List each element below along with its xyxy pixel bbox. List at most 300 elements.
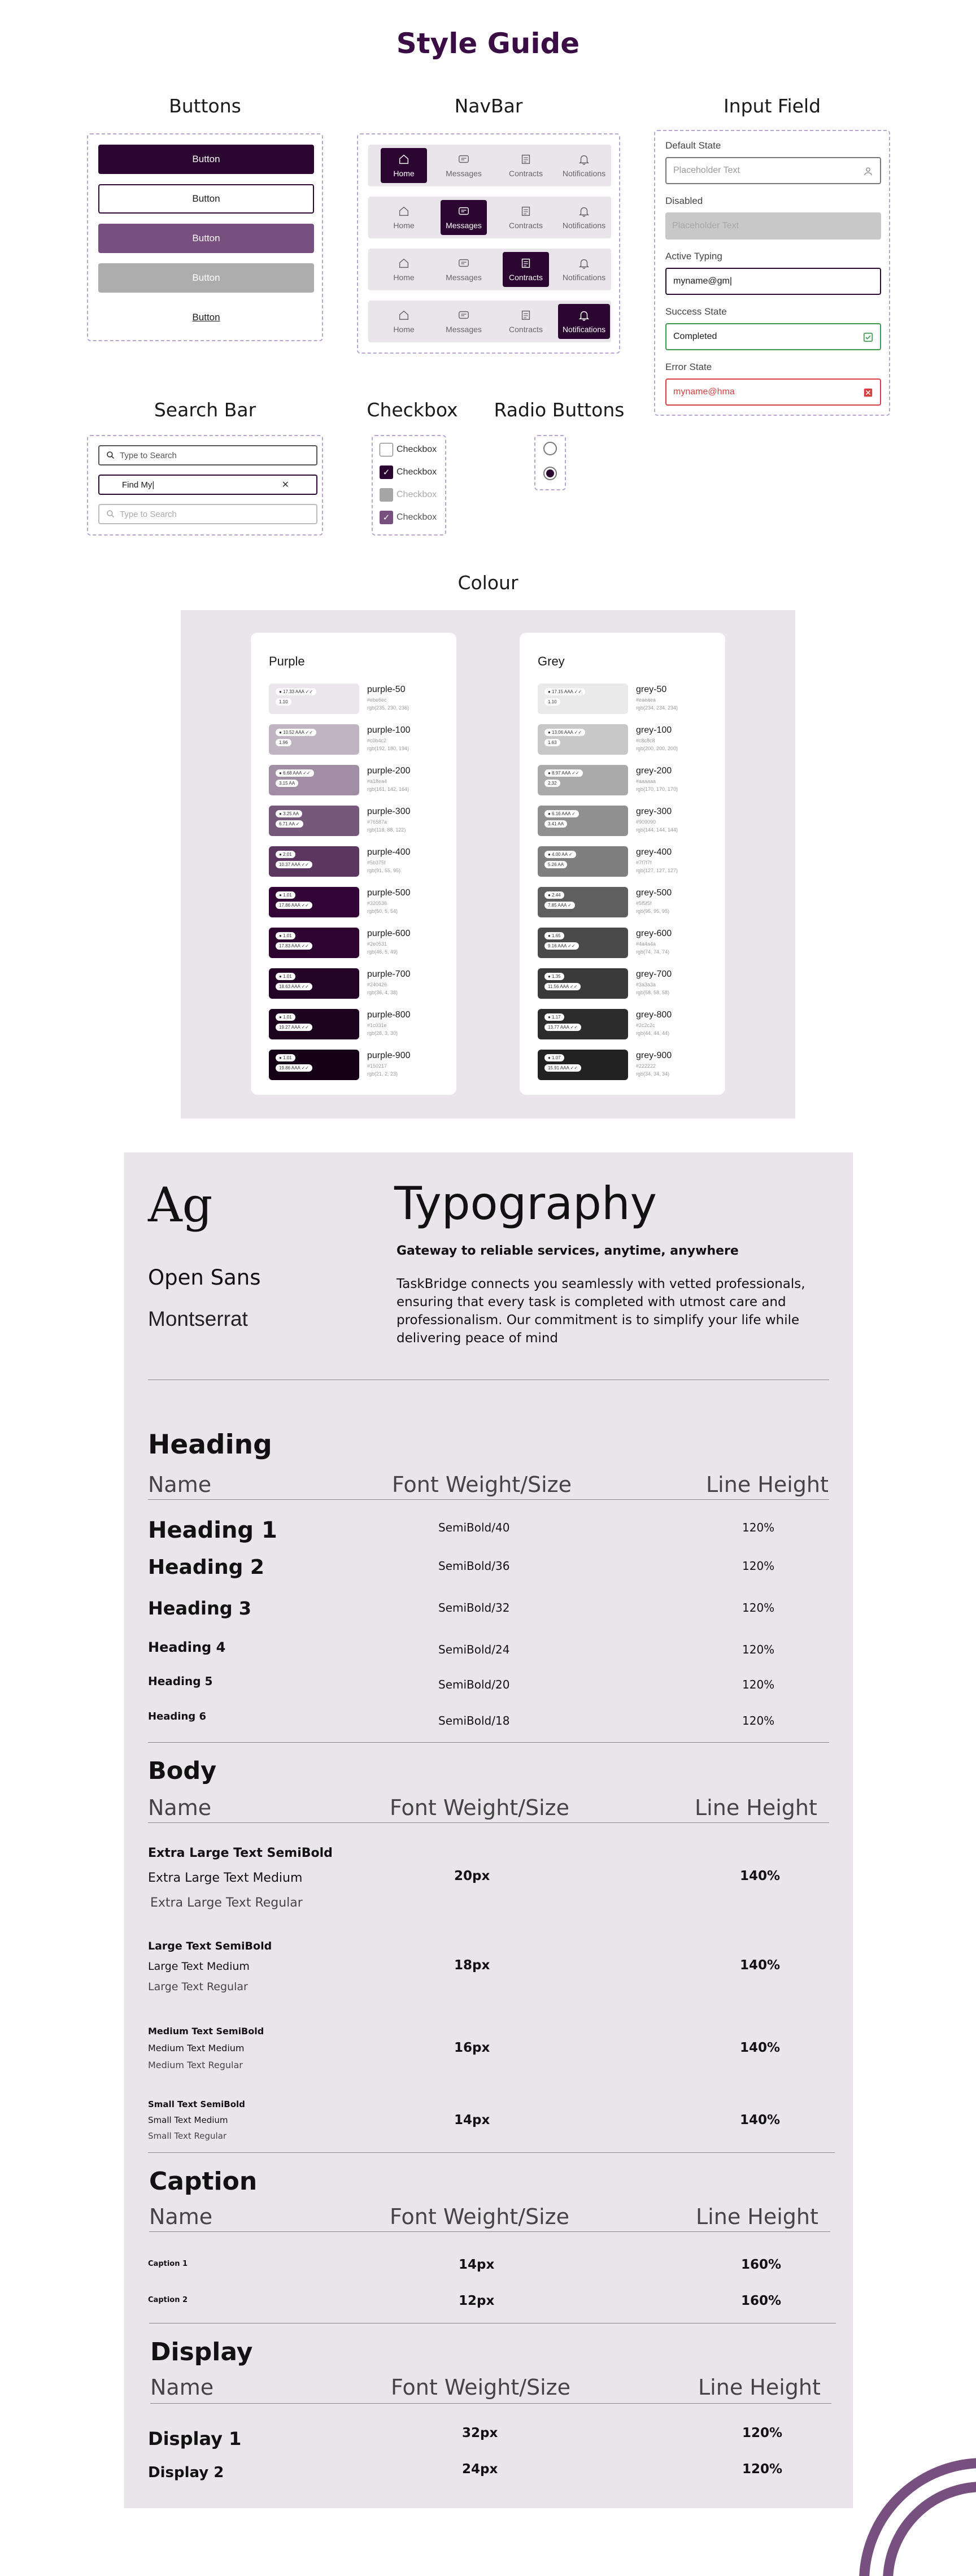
checkbox-box [380,488,393,502]
swatch-name: purple-500 [367,888,411,898]
swatch-name: grey-200 [636,766,672,776]
body-style-name: Large Text Medium [148,1960,250,1973]
contrast-badge: 19.86 AAA ✓✓ [276,1064,312,1072]
purple-card-title: Purple [269,654,305,668]
nav-item-notifications[interactable] [558,200,610,235]
contrast-badge: ● 2.44 [544,891,564,899]
nav-item-messages[interactable] [441,304,487,339]
check-icon [863,332,873,342]
swatch-hex: #7f7f7f [636,860,652,865]
contrast-badge: 1.10 [544,698,560,706]
swatch-rgb: rgb(74, 74, 74) [636,949,670,955]
purple-swatch [269,684,359,714]
error-state-label: Error State [665,362,712,372]
swatch-rgb: rgb(118, 88, 122) [367,827,406,833]
swatch-name: purple-200 [367,766,411,776]
nav-item-label: Messages [446,325,482,334]
contrast-badge: ● 2.01 [276,851,295,858]
checkbox-box[interactable] [380,443,393,456]
nav-item-home[interactable] [381,200,427,235]
contrast-badge: 17.83 AAA ✓✓ [276,942,312,950]
success-state-label: Success State [665,306,727,317]
nav-item-label: Messages [446,169,482,178]
radio-selected[interactable] [543,467,557,480]
contrast-badge: ● 6.16 AAA ✓ [544,810,579,817]
search-placeholder-3: Type to Search [120,509,177,519]
typing-input[interactable] [665,268,881,295]
heading-row-weight: SemiBold/40 [438,1521,510,1534]
contrast-badge: 7.85 AAA ✓ [544,902,575,909]
checkbox-panel [372,435,446,536]
navbar-row [368,249,611,290]
swatch-rgb: rgb(34, 34, 34) [636,1071,670,1077]
grey-swatch [538,968,628,999]
body-style-size: 16px [454,2040,490,2055]
heading-row-lh: 120% [742,1559,775,1573]
heading-row-name: Heading 3 [148,1598,252,1619]
checkbox-label: Checkbox [396,445,437,454]
body-style-size: 18px [454,1958,490,1973]
contrast-badge: ● 1.65 [544,932,564,939]
swatch-name: grey-700 [636,969,672,979]
typography-body-line-1: TaskBridge connects you seamlessly with vetted professionals, [396,1277,805,1291]
typography-panel [124,1152,853,2508]
success-input[interactable] [665,323,881,350]
home-icon [398,257,410,269]
contrast-badge: 1.10 [276,698,291,706]
contrast-badge: ● 1.35 [544,973,564,980]
heading-row-lh: 120% [742,1643,775,1656]
contract-icon [520,257,532,269]
body-style-name: Extra Large Text SemiBold [148,1846,333,1860]
heading-row-weight: SemiBold/18 [438,1714,510,1728]
nav-item-home[interactable] [381,148,427,183]
nav-item-messages[interactable] [441,252,487,287]
contrast-badge: 2.32 [544,780,560,787]
nav-item-label: Notifications [562,325,606,334]
text-link-button[interactable]: Button [192,312,220,323]
purple-swatch [269,846,359,877]
nav-item-label: Contracts [509,221,543,230]
contrast-badge: ● 1.01 [276,1054,295,1061]
search-placeholder-1: Type to Search [120,450,177,460]
checkbox-box[interactable]: ✓ [380,465,393,479]
swatch-hex: #2e0531 [367,941,387,947]
user-icon [863,166,873,176]
swatch-rgb: rgb(144, 144, 144) [636,827,678,833]
search-panel [87,435,323,536]
input-panel [654,130,890,416]
radio-panel [534,435,566,490]
contrast-badge: 15.91 AAA ✓✓ [544,1064,581,1072]
disabled-label: Disabled [665,195,703,206]
swatch-hex: #150217 [367,1063,387,1069]
caption-row-lh: 160% [741,2294,782,2308]
display-row-lh: 120% [742,2426,783,2440]
colour-section-title: Colour [457,572,518,594]
body-style-name: Medium Text Regular [148,2060,243,2070]
nav-item-contracts[interactable] [503,200,549,235]
radio-section-title: Radio Buttons [494,399,625,421]
heading-row-weight: SemiBold/24 [438,1643,510,1656]
nav-item-notifications[interactable] [558,304,610,339]
nav-item-label: Notifications [562,169,606,178]
nav-item-label: Contracts [509,325,543,334]
swatch-hex: #eaeaea [636,697,656,703]
body-style-size: 14px [454,2113,490,2127]
heading-row-lh: 120% [742,1714,775,1728]
purple-swatch [269,887,359,917]
grey-swatch [538,806,628,836]
body-style-lh: 140% [740,2113,781,2127]
grey-swatch [538,765,628,795]
contrast-badge: 17.86 AAA ✓✓ [276,902,312,909]
swatch-name: grey-400 [636,847,672,857]
heading-col-lh: Line Height [706,1472,829,1497]
bell-icon [578,205,590,217]
display-row-name: Display 2 [148,2464,224,2481]
contrast-badge: ● 3.25 AA [276,810,302,817]
purple-swatch [269,928,359,958]
nav-item-notifications[interactable] [558,148,610,183]
grey-card-title: Grey [538,654,565,668]
swatch-name: purple-400 [367,847,411,857]
body-col-name: Name [148,1795,212,1820]
divider [149,2231,830,2232]
checkbox-section-title: Checkbox [367,399,458,421]
swatch-hex: #5b375f [367,860,386,865]
divider [148,2152,835,2153]
body-style-name: Large Text SemiBold [148,1940,272,1952]
contrast-badge: 19.27 AAA ✓✓ [276,1024,312,1031]
heading-row-name: Heading 1 [148,1517,277,1543]
swatch-rgb: rgb(28, 3, 30) [367,1030,398,1036]
divider [150,2403,831,2404]
home-icon [398,309,410,321]
typing-input-value: myname@gm| [673,276,732,286]
swatch-rgb: rgb(161, 142, 164) [367,786,409,792]
swatch-hex: #240426 [367,982,387,987]
display-row-name: Display 1 [148,2428,242,2449]
nav-item-contracts[interactable] [503,304,549,339]
swatch-rgb: rgb(58, 58, 58) [636,990,670,995]
contrast-badge: 3.41 AA [544,820,567,828]
default-input[interactable] [665,157,881,184]
swatch-rgb: rgb(36, 4, 38) [367,990,398,995]
body-style-size: 20px [454,1869,490,1883]
caption-row-size: 12px [459,2294,495,2308]
home-icon [398,205,410,217]
grey-swatch [538,724,628,755]
message-icon [457,257,470,269]
contrast-badge: 5.26 AA [544,861,567,868]
font-montserrat: Montserrat [148,1307,248,1330]
swatch-name: purple-600 [367,929,411,938]
heading-row-name: Heading 4 [148,1639,226,1655]
grey-swatch [538,1050,628,1080]
swatch-hex: #c0b4c2 [367,738,387,743]
contrast-badge: 10.37 AAA ✓✓ [276,861,312,868]
swatch-rgb: rgb(170, 170, 170) [636,786,678,792]
checkbox-box[interactable]: ✓ [380,511,393,524]
clear-icon[interactable]: ✕ [281,480,289,490]
purple-swatch [269,724,359,755]
purple-swatch [269,765,359,795]
display-section-title: Display [150,2338,253,2366]
contrast-badge: ● 1.17 [544,1013,564,1021]
navbar-row [368,197,611,238]
caption-row-name: Caption 1 [148,2260,188,2268]
swatch-rgb: rgb(46, 5, 49) [367,949,398,955]
display-row-size: 24px [462,2462,498,2477]
body-style-name: Medium Text SemiBold [148,2026,264,2037]
contrast-badge: 6.71 AA ✓ [276,820,303,828]
nav-item-contracts[interactable] [503,148,549,183]
swatch-hex: #c8c8c8 [636,738,655,743]
swatch-hex: #2c2c2c [636,1022,655,1028]
hover-button[interactable]: Button [98,224,314,253]
swatch-name: grey-50 [636,685,667,694]
swatch-name: grey-800 [636,1010,672,1020]
nav-item-notifications[interactable] [558,252,610,287]
disabled-button: Button [98,263,314,293]
message-icon [457,153,470,166]
heading-section-title: Heading [148,1429,272,1460]
swatch-hex: #3a3a3a [636,982,656,987]
grey-swatch [538,684,628,714]
display-col-lh: Line Height [698,2375,821,2400]
swatch-hex: #320536 [367,900,387,906]
body-style-lh: 140% [740,1958,781,1973]
contrast-badge: 18.63 AAA ✓✓ [276,983,312,990]
swatch-name: grey-100 [636,725,672,735]
swatch-hex: #4a4a4a [636,941,656,947]
heading-row-name: Heading 5 [148,1674,213,1688]
heading-row-lh: 120% [742,1678,775,1691]
typography-body-line-3: professionalism. Our commitment is to simplify your life while [396,1313,800,1328]
error-icon [863,388,873,398]
display-row-lh: 120% [742,2462,783,2477]
disabled-input-placeholder: Placeholder Text [672,221,739,230]
purple-swatch [269,1050,359,1080]
swatch-name: grey-500 [636,888,672,898]
swatch-rgb: rgb(21, 2, 23) [367,1071,398,1077]
swatch-name: purple-800 [367,1010,411,1020]
input-section-title: Input Field [723,95,821,117]
checkbox-hover[interactable] [380,510,437,525]
typography-body-line-4: delivering peace of mind [396,1331,559,1346]
purple-swatch [269,968,359,999]
disabled-input [665,212,881,240]
font-open-sans: Open Sans [148,1265,261,1290]
checkbox-checked[interactable] [380,464,437,480]
swatch-name: grey-900 [636,1051,672,1060]
display-row-size: 32px [462,2426,498,2440]
navbar-row [368,301,611,342]
success-input-value: Completed [673,332,717,341]
home-icon [398,153,410,166]
message-icon [457,309,470,321]
swatch-name: grey-300 [636,807,672,816]
contrast-badge: ● 13.06 AAA ✓✓ [544,729,585,736]
grey-card [520,633,725,1095]
contrast-badge: ● 1.01 [276,891,295,899]
contract-icon [520,205,532,217]
contrast-badge: ● 1.01 [276,973,295,980]
radio-dot [546,469,554,477]
search-input-active[interactable] [98,475,317,495]
primary-button[interactable]: Button [98,145,314,174]
heading-row-weight: SemiBold/36 [438,1559,510,1573]
contrast-badge: ● 10.52 AAA ✓✓ [276,729,316,736]
swatch-name: purple-900 [367,1051,411,1060]
checkbox-unchecked[interactable] [380,442,437,458]
search-input-default[interactable] [98,445,317,465]
contrast-badge: ● 17.15 AAA ✓✓ [544,688,585,695]
contrast-badge: 13.77 AAA ✓✓ [544,1024,581,1031]
swatch-name: purple-700 [367,969,411,979]
search-section-title: Search Bar [154,399,256,421]
nav-item-home[interactable] [381,304,427,339]
contrast-badge: 11.56 AAA ✓✓ [544,983,581,990]
nav-item-label: Home [393,273,415,282]
purple-swatch [269,806,359,836]
grey-swatch [538,887,628,917]
search-icon [106,510,115,519]
heading-col-weight: Font Weight/Size [392,1472,572,1497]
body-style-name: Extra Large Text Medium [148,1871,303,1885]
nav-item-label: Notifications [562,273,606,282]
body-style-name: Small Text Medium [148,2115,228,2125]
swatch-rgb: rgb(234, 234, 234) [636,705,678,711]
search-value: Find My| [122,480,155,490]
display-col-weight: Font Weight/Size [391,2375,571,2400]
navbar-panel [357,133,620,354]
caption-row-name: Caption 2 [148,2296,188,2304]
swatch-hex: #aaaaaa [636,778,656,784]
swatch-rgb: rgb(91, 55, 95) [367,868,401,873]
contrast-badge: ● 4.00 AA ✓ [544,851,576,858]
default-input-placeholder: Placeholder Text [673,166,740,175]
swatch-rgb: rgb(44, 44, 44) [636,1030,670,1036]
swatch-name: grey-600 [636,929,672,938]
heading-row-lh: 120% [742,1601,775,1615]
caption-col-name: Name [149,2204,213,2229]
search-icon [106,451,115,460]
swatch-hex: #1c031e [367,1022,387,1028]
typography-body-line-2: ensuring that every task is completed with utmost care and [396,1295,786,1309]
swatch-name: purple-50 [367,685,406,694]
swatch-rgb: rgb(235, 230, 236) [367,705,409,711]
nav-item-contracts[interactable] [503,252,549,287]
radio-unselected[interactable] [543,442,557,455]
divider [148,1499,829,1500]
body-style-lh: 140% [740,1869,781,1883]
typography-title: Typography [394,1177,657,1230]
body-style-name: Large Text Regular [148,1981,248,1993]
caption-col-lh: Line Height [696,2204,818,2229]
caption-col-weight: Font Weight/Size [390,2204,570,2229]
swatch-name: purple-300 [367,807,411,816]
nav-item-home[interactable] [381,252,427,287]
swatch-hex: #909090 [636,819,656,825]
checkbox-label: Checkbox [396,490,437,499]
error-input[interactable] [665,378,881,406]
bell-icon [578,309,590,321]
bell-icon [578,257,590,269]
swatch-rgb: rgb(200, 200, 200) [636,746,678,751]
body-section-title: Body [148,1757,217,1785]
divider [148,1742,829,1743]
body-style-name: Small Text Regular [148,2131,227,2141]
nav-item-messages[interactable] [441,148,487,183]
navbar-section-title: NavBar [454,95,523,117]
default-state-label: Default State [665,140,721,151]
heading-row-name: Heading 6 [148,1711,206,1722]
heading-col-name: Name [148,1472,212,1497]
heading-row-lh: 120% [742,1521,775,1534]
buttons-panel [87,133,323,341]
caption-row-lh: 160% [741,2257,782,2272]
swatch-rgb: rgb(50, 5, 54) [367,908,398,914]
nav-item-label: Home [393,325,415,334]
swatch-rgb: rgb(192, 180, 194) [367,746,409,751]
message-icon [457,205,470,217]
contrast-badge: ● 8.97 AAA ✓✓ [544,769,583,777]
nav-item-label: Home [393,221,415,230]
body-style-name: Medium Text Medium [148,2043,245,2053]
nav-item-label: Messages [446,273,482,282]
colour-panel [181,610,795,1119]
page-title: Style Guide [396,27,580,60]
body-style-lh: 140% [740,2040,781,2055]
heading-row-name: Heading 2 [148,1556,264,1579]
display-col-name: Name [150,2375,214,2400]
swatch-hex: #a18ea4 [367,778,387,784]
nav-item-messages[interactable] [441,200,487,235]
contrast-badge: ● 1.01 [276,1013,295,1021]
purple-swatch [269,1009,359,1039]
caption-row-size: 14px [459,2257,495,2272]
ag-sample: Ag [148,1177,213,1233]
nav-item-label: Contracts [509,273,543,282]
swatch-rgb: rgb(95, 95, 95) [636,908,670,914]
contrast-badge: ● 1.07 [544,1054,564,1061]
swatch-name: purple-100 [367,725,411,735]
nav-item-label: Notifications [562,221,606,230]
outline-button[interactable]: Button [98,184,314,214]
divider [148,1822,829,1823]
contrast-badge: 3.15 AA [276,780,298,787]
contrast-badge: ● 1.01 [276,932,295,939]
swatch-hex: #222222 [636,1063,656,1069]
checkbox-disabled [380,487,437,503]
body-col-weight: Font Weight/Size [390,1795,570,1820]
decorative-rings [847,2440,976,2576]
navbar-row [368,145,611,186]
purple-card [251,633,456,1095]
contrast-badge: 9.16 AAA ✓✓ [544,942,579,950]
swatch-hex: #5f5f5f [636,900,652,906]
grey-swatch [538,1009,628,1039]
typography-tagline: Gateway to reliable services, anytime, anywhere [396,1244,739,1258]
nav-item-label: Contracts [509,169,543,178]
checkbox-label: Checkbox [396,512,437,522]
checkbox-label: Checkbox [396,467,437,477]
swatch-rgb: rgb(127, 127, 127) [636,868,678,873]
contract-icon [520,309,532,321]
contrast-badge: 1.63 [544,739,560,746]
